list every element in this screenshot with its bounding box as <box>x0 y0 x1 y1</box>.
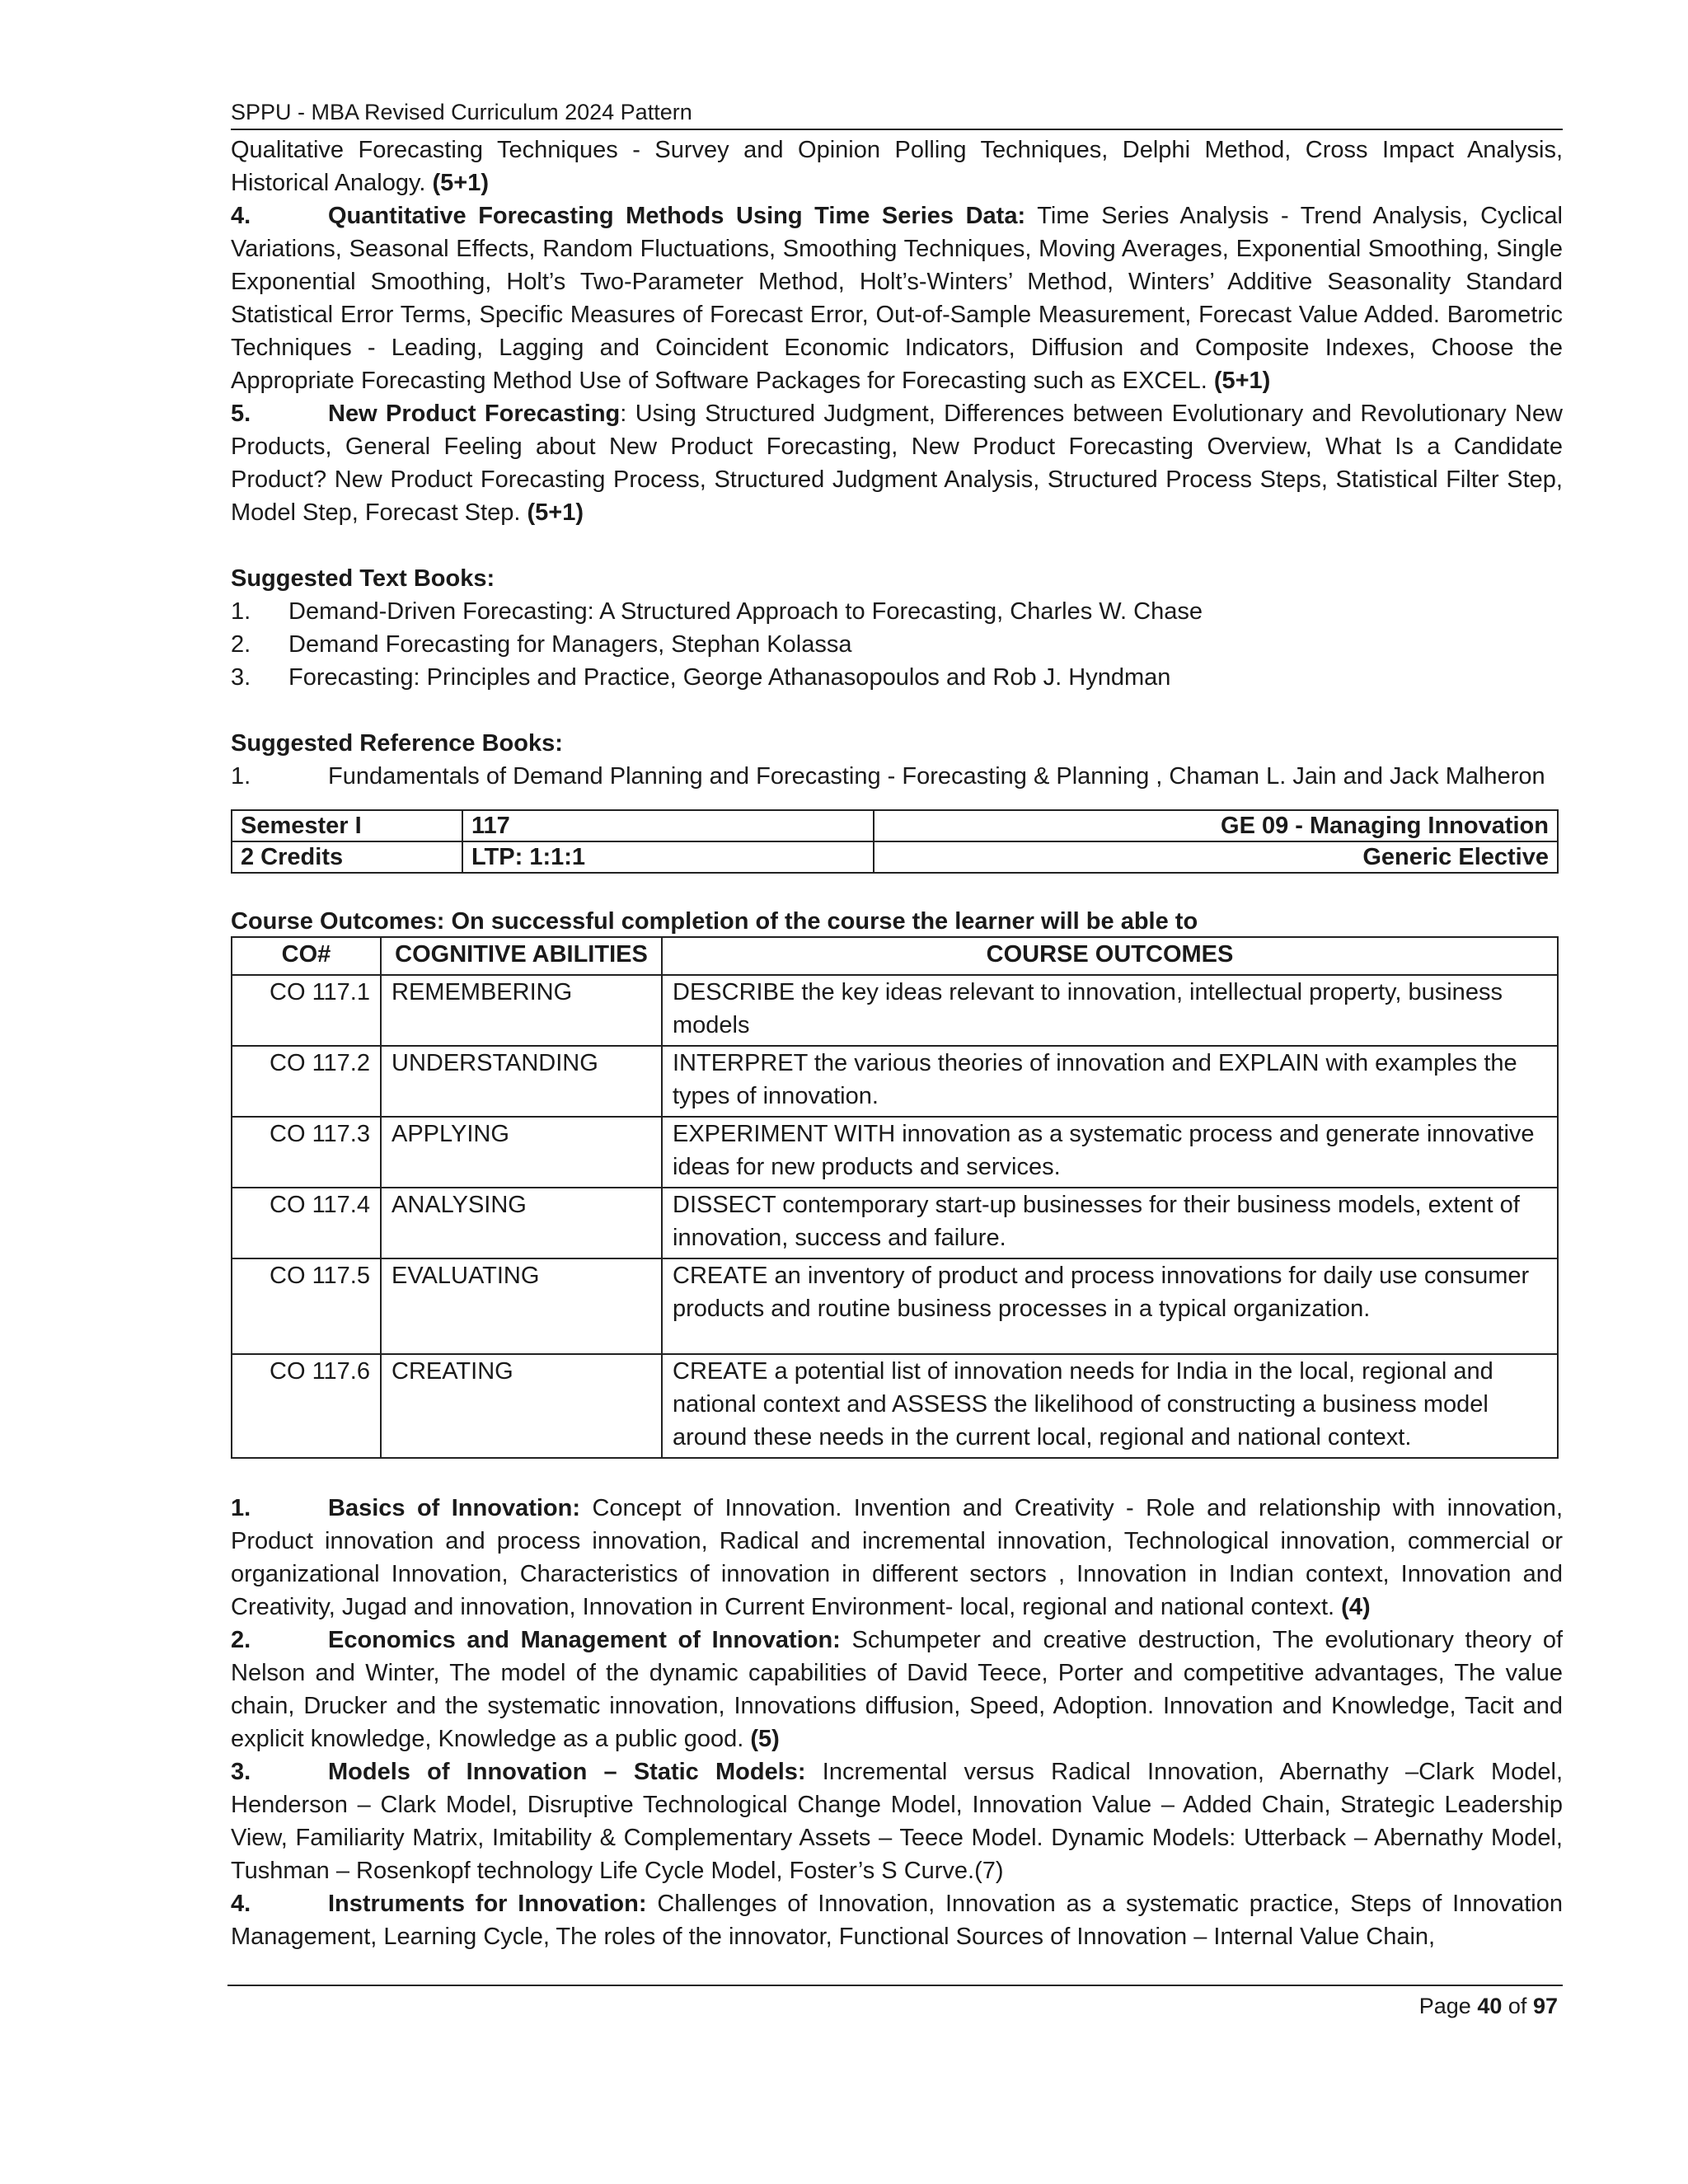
ability-cell: CREATING <box>381 1354 662 1458</box>
table-row <box>232 810 1558 841</box>
co-id-cell: CO 117.5 <box>232 1258 381 1354</box>
course-meta-table <box>231 809 1559 874</box>
unit-paragraph: Qualitative Forecasting Techniques - Survey and Opinion Polling Techniques, Delphi Method, Cross Impact Analysis, Historical Analogy. (5+1) <box>231 137 1563 196</box>
ability-cell: APPLYING <box>381 1117 662 1188</box>
column-header: COGNITIVE ABILITIES <box>381 937 662 975</box>
unit-paragraph: 5. New Product Forecasting: Using Structured Judgment, Differences between Evolutionary and Revolutionary New Products, General Feeling about New Product Forecasting, New Product Forecasting Overview, What Is a Candidate Product? New Product Forecasting Process, Structured Judgment Analysis, Structured Process Steps, Statistical Filter Step, Model Step, Forecast Step. (5+1) <box>231 401 1564 526</box>
ability-cell: REMEMBERING <box>381 975 662 1046</box>
table-row <box>232 1354 1558 1458</box>
column-header: CO# <box>232 937 381 975</box>
credits-cell: 2 Credits <box>232 841 462 873</box>
outcome-cell: CREATE a potential list of innovation needs for India in the local, regional and national context and ASSESS the likelihood of constructing a business model around these needs in the current local, regional and national context. <box>662 1354 1558 1458</box>
co-id-cell: CO 117.1 <box>232 975 381 1046</box>
unit-paragraph: 2. Economics and Management of Innovation: Schumpeter and creative destruction, The evolutionary theory of Nelson and Winter, The model of the dynamic capabilities of David Teece, Porter and competitive advantages, The value chain, Drucker and the systematic innovation, Innovations diffusion, Speed, Adoption. Innovation and Knowledge, Tacit and explicit knowledge, Knowledge as a public good. (5) <box>231 1627 1564 1752</box>
co-id-cell: CO 117.4 <box>232 1188 381 1258</box>
outcome-cell: DESCRIBE the key ideas relevant to innovation, intellectual property, business models <box>662 975 1558 1046</box>
course-title-cell: GE 09 - Managing Innovation <box>874 810 1558 841</box>
category-cell: Generic Elective <box>874 841 1558 873</box>
unit-paragraph: 4. Instruments for Innovation: Challenges of Innovation, Innovation as a systematic practice, Steps of Innovation Management, Learning Cycle, The roles of the innovator, Functional Sources of Innovation – Internal Value Chain, <box>231 1891 1564 1950</box>
outcome-cell: CREATE an inventory of product and process innovations for daily use consumer products and routine business processes in a typical organization. <box>662 1258 1558 1354</box>
co-id-cell: CO 117.2 <box>232 1046 381 1117</box>
unit-paragraph: 3. Models of Innovation – Static Models: Incremental versus Radical Innovation, Abernathy –Clark Model, Henderson – Clark Model, Disruptive Technological Change Model, Innovation Value – Added Chain, Strategic Leadership View, Familiarity Matrix, Imitability & Complementary Assets – Teece Model. Dynamic Models: Utterback – Abernathy Model, Tushman – Rosenkopf technology Life Cycle Model, Foster’s S Curve.(7) <box>231 1759 1564 1884</box>
page-content <box>231 97 1563 1953</box>
footer-divider <box>227 1985 1563 1986</box>
table-row <box>232 975 1558 1046</box>
table-header-row <box>232 937 1558 975</box>
co-id-cell: CO 117.6 <box>232 1354 381 1458</box>
column-header: COURSE OUTCOMES <box>662 937 1558 975</box>
text-books-heading: Suggested Text Books: <box>231 565 495 592</box>
table-row <box>232 1117 1558 1188</box>
course-outcomes-table <box>231 936 1559 1459</box>
semester-cell: Semester I <box>232 810 462 841</box>
table-row <box>232 1046 1558 1117</box>
table-row <box>232 1258 1558 1354</box>
ability-cell: ANALYSING <box>381 1188 662 1258</box>
ability-cell: UNDERSTANDING <box>381 1046 662 1117</box>
unit-paragraph: 1. Basics of Innovation: Concept of Innovation. Invention and Creativity - Role and relationship with innovation, Product innovation and process innovation, Radical and incremental innovation, Technological innovation, commercial or organizational Innovation, Characteristics of innovation in different sectors , Innovation in Indian context, Innovation and Creativity, Jugad and innovation, Innovation in Current Environment- local, regional and national context. (4) <box>231 1495 1563 1620</box>
co-id-cell: CO 117.3 <box>232 1117 381 1188</box>
list-item: 1. Demand-Driven Forecasting: A Structured Approach to Forecasting, Charles W. Chase <box>231 598 1203 625</box>
outcome-cell: EXPERIMENT WITH innovation as a systematic process and generate innovative ideas for new products and services. <box>662 1117 1558 1188</box>
unit-paragraph: 4. Quantitative Forecasting Methods Using Time Series Data: Time Series Analysis - Trend Analysis, Cyclical Variations, Seasonal Effects, Random Fluctuations, Smoothing Techniques, Moving Averages, Exponential Smoothing, Single Exponential Smoothing, Holt’s Two-Parameter Method, Holt’s-Winters’ Method, Winters’ Additive Seasonality Standard Statistical Error Terms, Specific Measures of Forecast Error, Out-of-Sample Measurement, Forecast Value Added. Barometric Techniques - Leading, Lagging and Coincident Economic Indicators, Diffusion and Composite Indexes, Choose the Appropriate Forecasting Method Use of Software Packages for Forecasting such as EXCEL. (5+1) <box>231 203 1563 394</box>
course-outcomes-title: Course Outcomes: On successful completion of the course the learner will be able to <box>231 908 1198 935</box>
outcome-cell: INTERPRET the various theories of innovation and EXPLAIN with examples the types of innovation. <box>662 1046 1558 1117</box>
outcome-cell: DISSECT contemporary start-up businesses for their business models, extent of innovation, success and failure. <box>662 1188 1558 1258</box>
page-number: Page 40 of 97 <box>1418 1994 1558 2018</box>
ability-cell: EVALUATING <box>381 1258 662 1354</box>
list-item: 3. Forecasting: Principles and Practice, George Athanasopoulos and Rob J. Hyndman <box>231 664 1171 691</box>
table-row <box>232 1188 1558 1258</box>
list-item: 2. Demand Forecasting for Managers, Stephan Kolassa <box>231 631 852 658</box>
running-header: SPPU - MBA Revised Curriculum 2024 Pattern <box>231 97 1563 130</box>
reference-books-heading: Suggested Reference Books: <box>231 730 563 757</box>
ltp-cell: LTP: 1:1:1 <box>462 841 874 873</box>
table-row <box>232 841 1558 873</box>
course-code-cell: 117 <box>462 810 874 841</box>
list-item: 1. Fundamentals of Demand Planning and Forecasting - Forecasting & Planning , Chaman L. Jain and Jack Malheron <box>231 763 1545 790</box>
